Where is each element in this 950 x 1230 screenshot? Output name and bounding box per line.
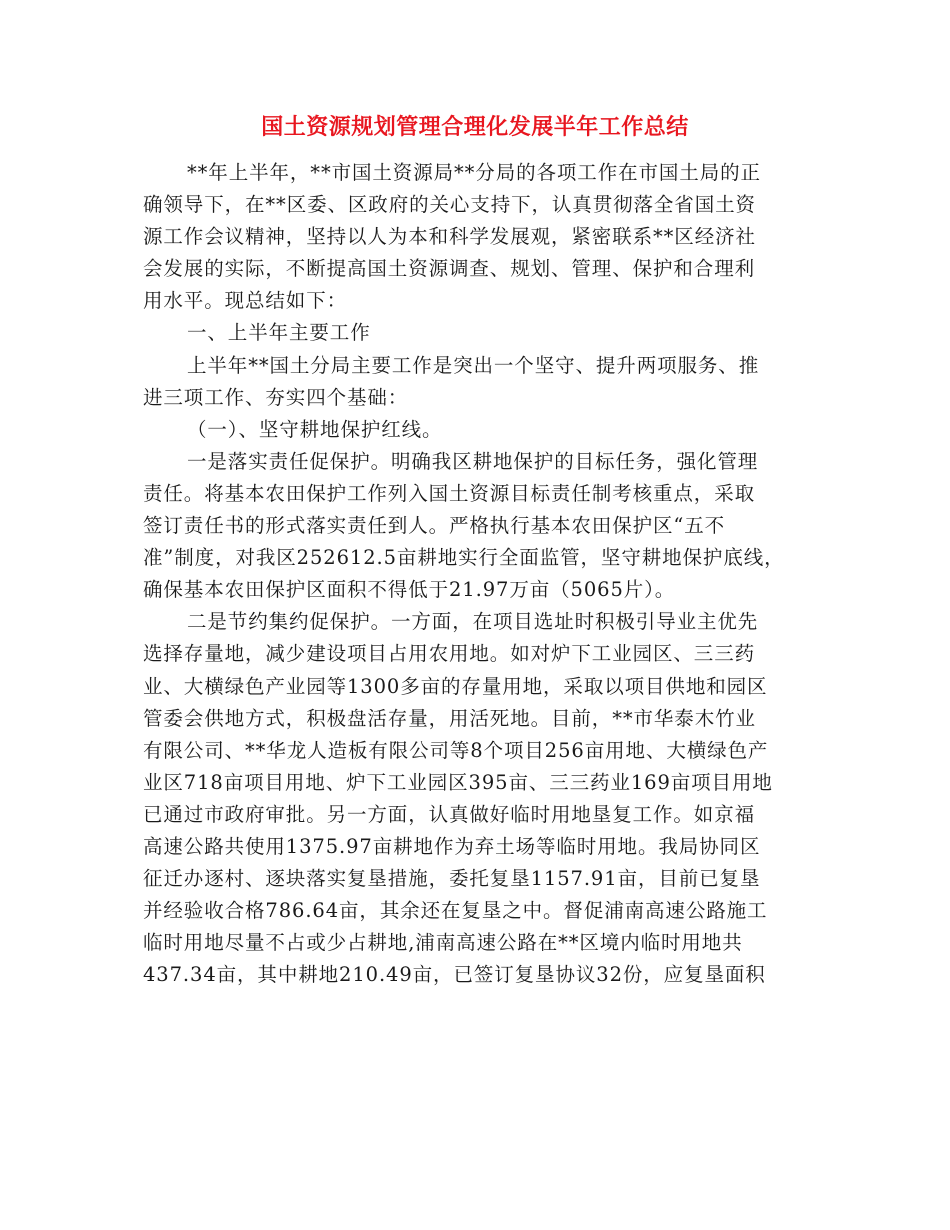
text-line: 已通过市政府审批。另一方面，认真做好临时用地垦复工作。如京福 [143, 802, 756, 826]
document-body [143, 157, 811, 991]
text-line: 二是节约集约促保护。一方面，在项目选址时积极引导业主优先 [187, 610, 759, 634]
text-line: 有限公司、**华龙人造板有限公司等8个项目256亩用地、大横绿色产 [143, 738, 769, 762]
text-line: 并经验收合格786.64亩，其余还在复垦之中。督促浦南高速公路施工 [143, 899, 768, 923]
text-line: 一是落实责任促保护。明确我区耕地保护的目标任务，强化管理 [187, 449, 759, 473]
text-line: 确保基本农田保护区面积不得低于21.97万亩（5065片）。 [143, 578, 676, 602]
text-line: 准”制度，对我区252612.5亩耕地实行全面监管，坚守耕地保护底线， [143, 546, 785, 570]
text-line: 业、大横绿色产业园等1300多亩的存量用地，采取以项目供地和园区 [143, 674, 768, 698]
text-line: 选择存量地，减少建设项目占用农用地。如对炉下工业园区、三三药 [143, 642, 756, 666]
text-line: 管委会供地方式，积极盘活存量，用活死地。目前，**市华泰木竹业 [143, 706, 756, 730]
text-line: 临时用地尽量不占或少占耕地,浦南高速公路在**区境内临时用地共 [143, 931, 743, 955]
text-line: 上半年**国土分局主要工作是突出一个坚守、提升两项服务、推 [187, 353, 760, 377]
text-line: 高速公路共使用1375.97亩耕地作为弃土场等临时用地。我局协同区 [143, 834, 761, 858]
document-title: 国土资源规划管理合理化发展半年工作总结 [261, 115, 689, 140]
text-line: 确领导下，在**区委、区政府的关心支持下，认真贯彻落全省国土资 [143, 193, 756, 217]
text-line: 签订责任书的形式落实责任到人。严格执行基本农田保护区“五不 [143, 514, 726, 538]
text-line: （一）、坚守耕地保护红线。 [187, 417, 443, 441]
text-line: 437.34亩，其中耕地210.49亩，已签订复垦协议32份，应复垦面积 [143, 963, 766, 987]
text-line: 业区718亩项目用地、炉下工业园区395亩、三三药业169亩项目用地 [143, 770, 773, 794]
text-line: 征迁办逐村、逐块落实复垦措施，委托复垦1157.91亩，目前已复垦 [143, 867, 761, 891]
text-line: 源工作会议精神，坚持以人为本和科学发展观，紧密联系**区经济社 [143, 225, 756, 249]
text-line: 一、上半年主要工作 [187, 321, 371, 345]
text-line: 用水平。现总结如下： [143, 289, 348, 313]
text-line: **年上半年，**市国土资源局**分局的各项工作在市国土局的正 [187, 161, 761, 184]
text-line: 会发展的实际，不断提高国土资源调查、规划、管理、保护和合理利 [143, 257, 756, 281]
text-line: 责任。将基本农田保护工作列入国土资源目标责任制考核重点，采取 [143, 481, 756, 505]
text-line: 进三项工作、夯实四个基础： [143, 385, 409, 409]
